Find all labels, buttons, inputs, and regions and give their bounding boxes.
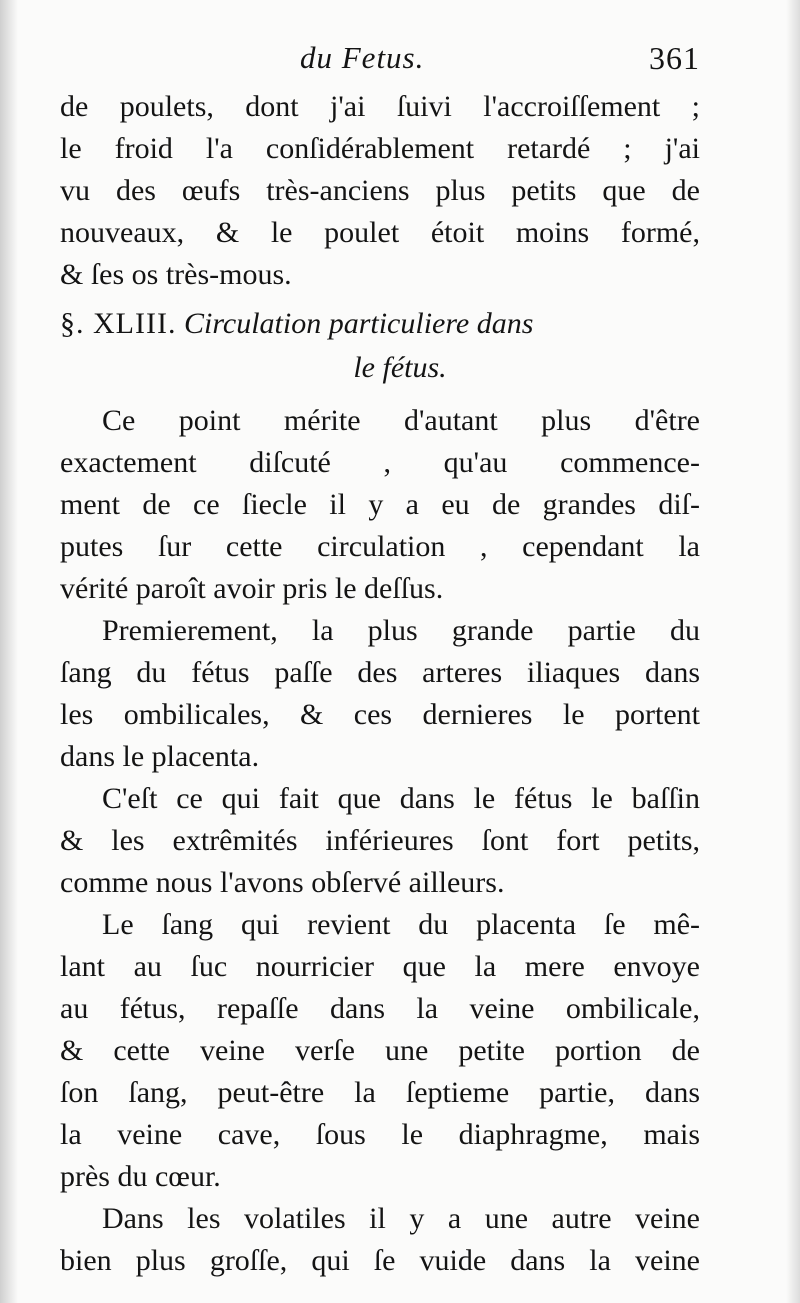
text-line: & ſes os très-mous. — [60, 258, 292, 291]
text-line: dans le placenta. — [60, 740, 260, 773]
text-line: ſang du fétus paſſe des arteres iliaques dans — [60, 656, 700, 689]
paragraph — [60, 610, 700, 778]
paragraph — [60, 778, 700, 904]
text-line: & cette veine verſe une petite portion de — [60, 1034, 700, 1067]
section-heading — [60, 302, 700, 390]
running-head: du Fetus. — [300, 40, 425, 75]
text-line: Le ſang qui revient du placenta ſe mê- — [102, 908, 700, 941]
paragraph — [60, 400, 700, 610]
body-text — [60, 86, 700, 1282]
section-title-line-2: le fétus. — [353, 351, 447, 384]
section-heading-line-1 — [60, 302, 700, 346]
text-line: la veine cave, ſous le diaphragme, mais — [60, 1118, 700, 1151]
text-line: vu des œufs très-anciens plus petits que de — [60, 174, 700, 207]
text-line: exactement diſcuté , qu'au commence- — [60, 446, 700, 479]
page-header — [60, 36, 700, 86]
text-line: près du cœur. — [60, 1160, 221, 1193]
text-line: ment de ce ſiecle il y a eu de grandes diſ- — [60, 488, 700, 521]
paragraph — [60, 904, 700, 1198]
text-line: au fétus, repaſſe dans la veine ombilicale, — [60, 992, 700, 1025]
text-line: Premierement, la plus grande partie du — [102, 614, 700, 647]
section-title: Circulation particuliere dans — [183, 307, 534, 340]
page-number: 361 — [649, 40, 700, 76]
text-line: les ombilicales, & ces dernieres le portent — [60, 698, 700, 731]
text-line: ſon ſang, peut-être la ſeptieme partie, dans — [60, 1076, 700, 1109]
paragraph — [60, 1198, 700, 1282]
paragraph-continuation — [60, 86, 700, 296]
text-line: nouveaux, & le poulet étoit moins formé, — [60, 216, 700, 249]
text-line: comme nous l'avons obſervé ailleurs. — [60, 866, 505, 899]
text-line: de poulets, dont j'ai ſuivi l'accroiſſement ; — [60, 90, 700, 123]
text-line: Ce point mérite d'autant plus d'être — [102, 404, 700, 437]
text-line: le froid l'a conſidérablement retardé ; j'ai — [60, 132, 700, 165]
text-line: & les extrêmités inférieures ſont fort petits, — [60, 824, 700, 857]
section-mark: §. XLIII. — [60, 307, 177, 340]
text-line: Dans les volatiles il y a une autre veine — [102, 1202, 700, 1235]
text-line: putes ſur cette circulation , cependant la — [60, 530, 700, 563]
text-line: C'eſt ce qui fait que dans le fétus le baſſin — [102, 782, 700, 815]
text-line: lant au ſuc nourricier que la mere envoye — [60, 950, 700, 983]
text-line: bien plus groſſe, qui ſe vuide dans la veine — [60, 1244, 700, 1277]
text-line: vérité paroît avoir pris le deſſus. — [60, 572, 444, 605]
